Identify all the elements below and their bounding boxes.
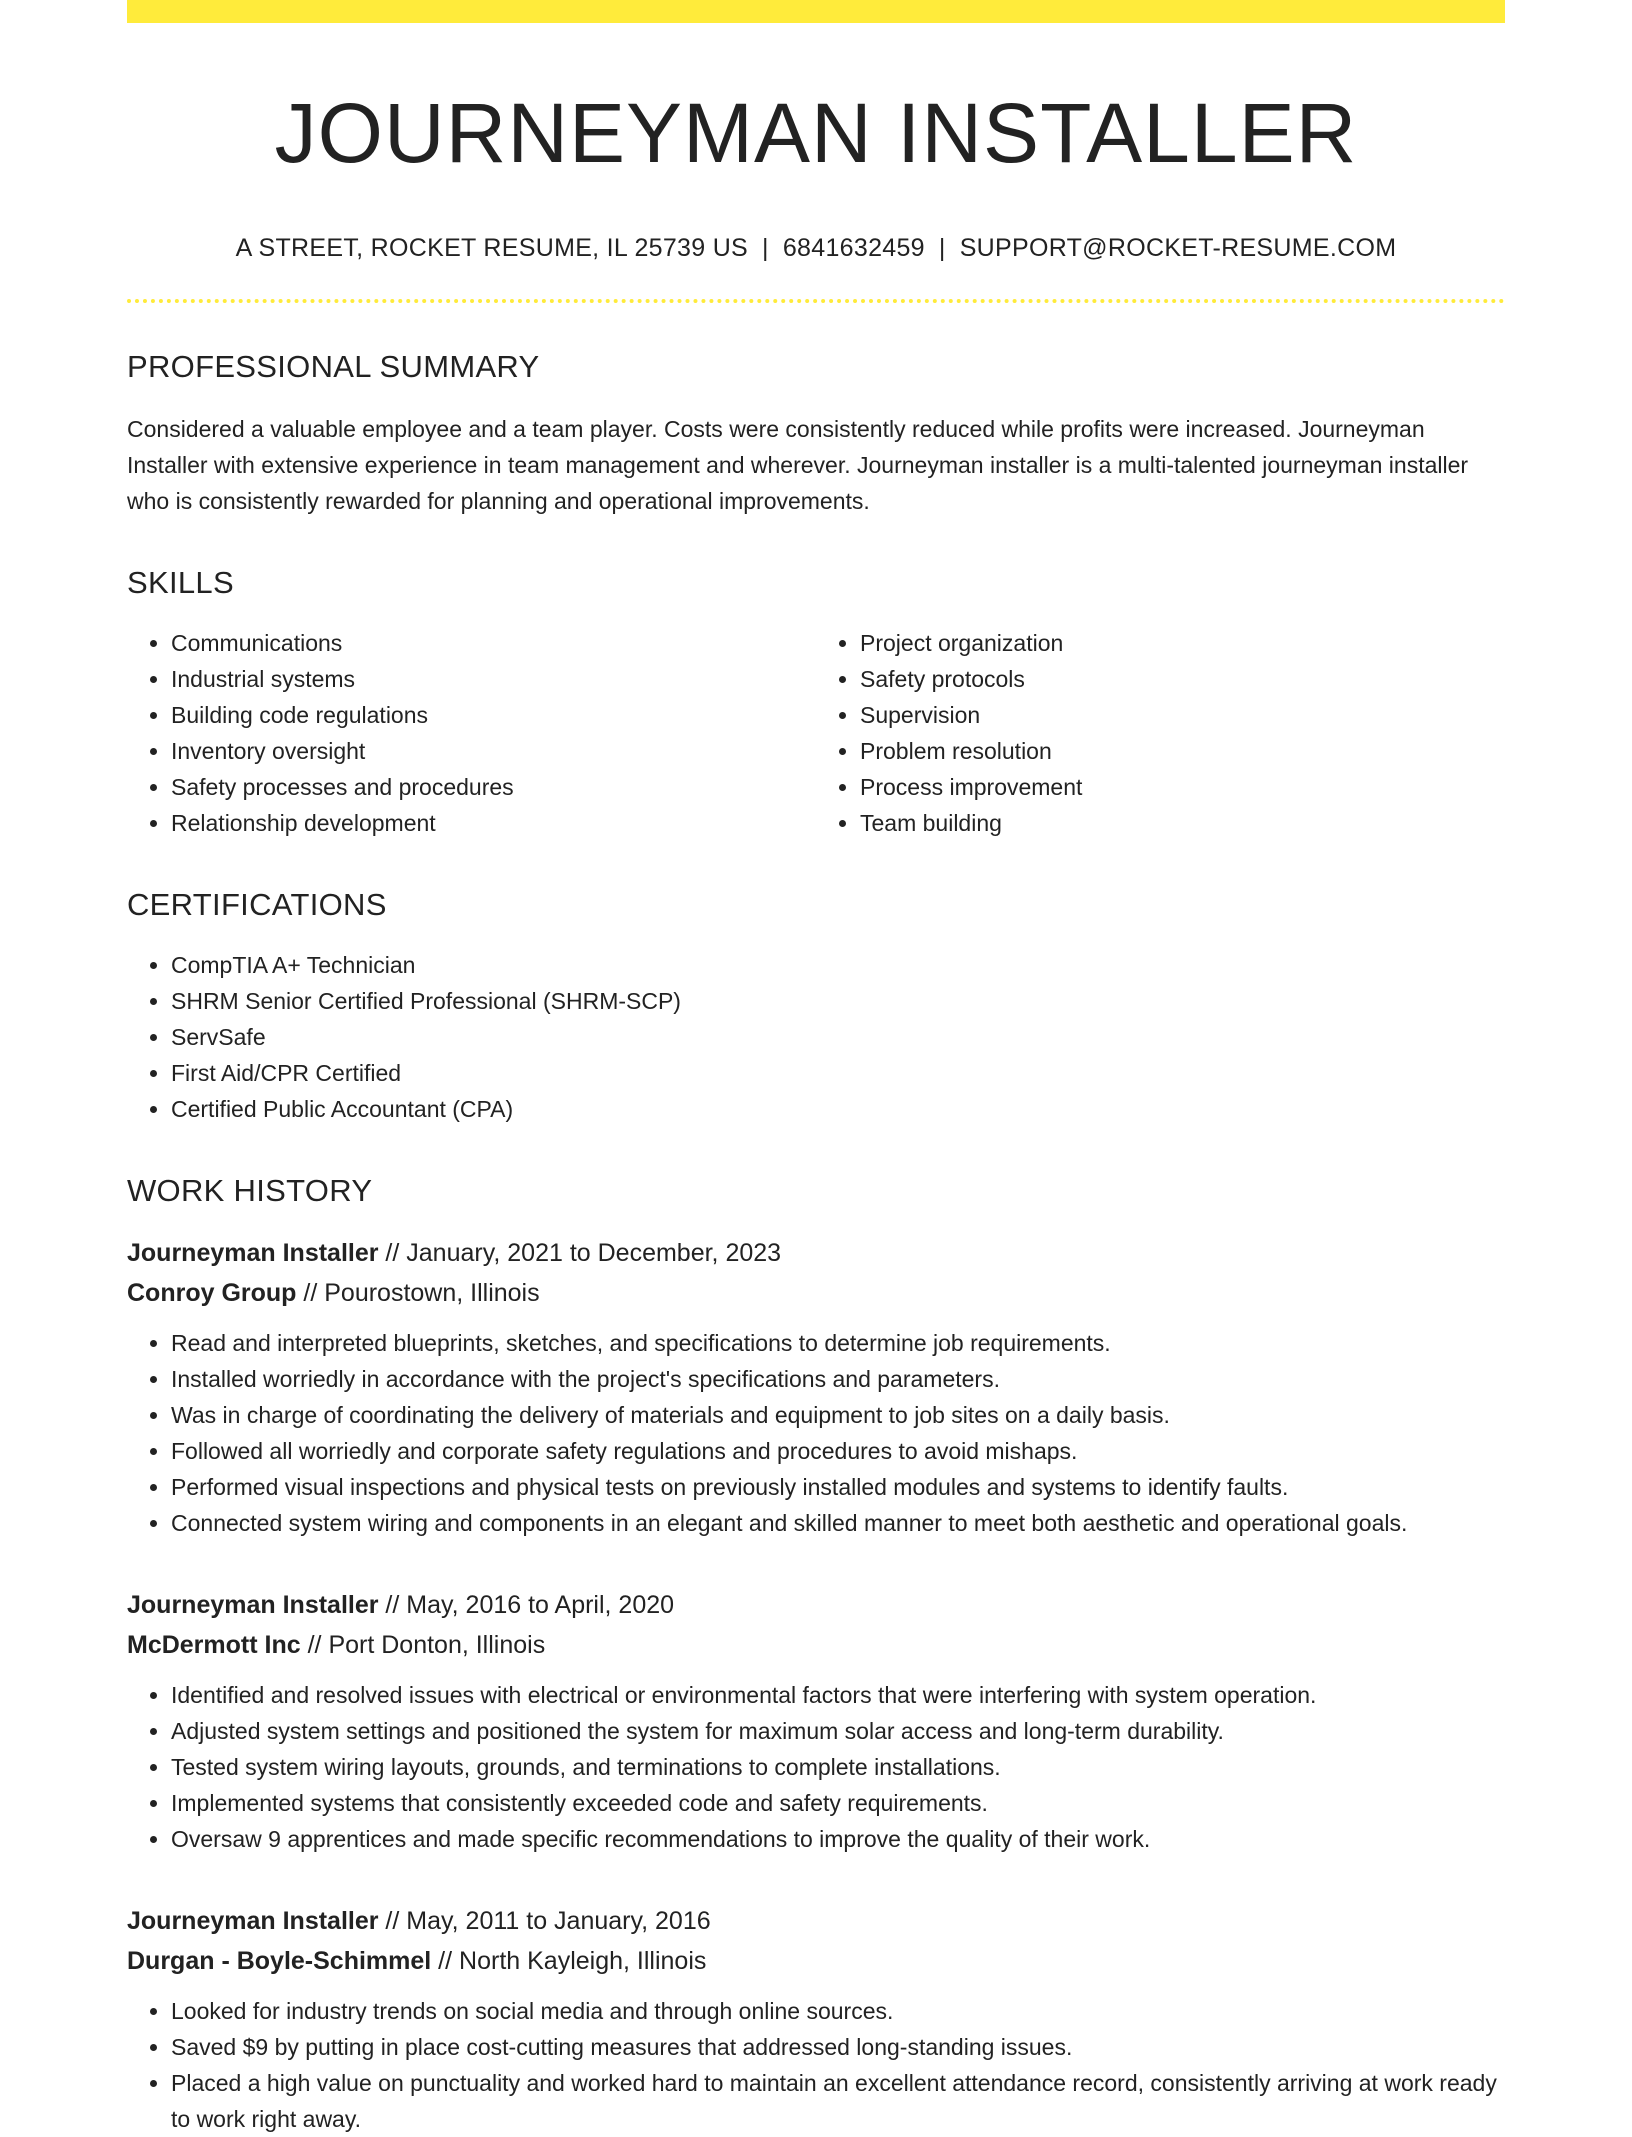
job-separator: //	[431, 1946, 460, 1975]
job-title-line	[127, 1585, 1505, 1625]
job-dates: May, 2011 to January, 2016	[406, 1906, 711, 1935]
work-history-heading: WORK HISTORY	[127, 1172, 373, 1208]
contact-separator: |	[762, 233, 769, 262]
certification-item: • SHRM Senior Certified Professional (SHRM-SCP)	[171, 983, 1505, 1019]
job-entry	[127, 1901, 1505, 2137]
summary-text: Considered a valuable employee and a team player. Costs were consistently reduced while profits were increased. Journeyman Installer with extensive experience in team management and wherever. Journeyman installer is a multi-talented journeyman installer who is consistently rewarded for planning and operational improvements.	[127, 415, 1469, 514]
skills-heading: SKILLS	[127, 564, 234, 600]
job-bullets	[127, 1677, 1505, 1857]
job-company-line	[127, 1625, 1505, 1665]
certifications-list	[127, 947, 1505, 1127]
job-dates: May, 2016 to April, 2020	[406, 1590, 675, 1619]
top-accent-bar	[127, 0, 1505, 23]
skill-item: • Supervision	[860, 697, 1505, 733]
job-separator: //	[378, 1590, 407, 1619]
job-entry	[127, 1233, 1505, 1541]
skill-item: • Inventory oversight	[171, 733, 816, 769]
skill-item: • Relationship development	[171, 805, 816, 841]
job-title-line	[127, 1901, 1505, 1941]
job-company-line	[127, 1941, 1505, 1981]
job-title-line	[127, 1233, 1505, 1273]
job-bullet: • Oversaw 9 apprentices and made specific recommendations to improve the quality of their work.	[171, 1821, 1505, 1857]
skill-item: • Safety processes and procedures	[171, 769, 816, 805]
job-role: Journeyman Installer	[127, 1238, 379, 1267]
contact-line	[127, 234, 1505, 263]
summary-heading: PROFESSIONAL SUMMARY	[127, 348, 540, 384]
contact-email: SUPPORT@ROCKET-RESUME.COM	[959, 233, 1397, 262]
skills-list-left	[127, 625, 816, 841]
job-bullet: • Followed all worriedly and corporate safety regulations and procedures to avoid mishaps.	[171, 1433, 1505, 1469]
skill-item: • Process improvement	[860, 769, 1505, 805]
job-company: Conroy Group	[127, 1278, 297, 1307]
certifications-heading: CERTIFICATIONS	[127, 886, 387, 922]
job-location: Pourostown, Illinois	[324, 1278, 540, 1307]
skill-item: • Problem resolution	[860, 733, 1505, 769]
job-bullet: • Read and interpreted blueprints, sketches, and specifications to determine job requirements.	[171, 1325, 1505, 1361]
contact-separator: |	[938, 233, 946, 262]
job-entry	[127, 1585, 1505, 1857]
certification-item: • Certified Public Accountant (CPA)	[171, 1091, 1505, 1127]
job-separator: //	[378, 1906, 407, 1935]
job-company: Durgan - Boyle-Schimmel	[127, 1946, 432, 1975]
skill-item: • Project organization	[860, 625, 1505, 661]
skill-item: • Team building	[860, 805, 1505, 841]
skill-item: • Building code regulations	[171, 697, 816, 733]
job-separator: //	[378, 1238, 407, 1267]
certification-item: • ServSafe	[171, 1019, 1505, 1055]
job-bullet: • Identified and resolved issues with electrical or environmental factors that were interfering with system operation.	[171, 1677, 1505, 1713]
job-dates: January, 2021 to December, 2023	[406, 1238, 782, 1267]
certification-item: • First Aid/CPR Certified	[171, 1055, 1505, 1091]
job-role: Journeyman Installer	[127, 1906, 379, 1935]
job-bullets	[127, 1325, 1505, 1541]
job-bullets	[127, 1993, 1505, 2137]
job-bullet: • Adjusted system settings and positioned the system for maximum solar access and long-term durability.	[171, 1713, 1505, 1749]
job-location: North Kayleigh, Illinois	[459, 1946, 707, 1975]
contact-phone: 6841632459	[782, 233, 925, 262]
skill-item: • Safety protocols	[860, 661, 1505, 697]
skills-columns	[127, 625, 1505, 841]
contact-address: A STREET, ROCKET RESUME, IL 25739 US	[235, 233, 749, 262]
resume-name: JOURNEYMAN INSTALLER	[274, 86, 1358, 180]
job-bullet: • Installed worriedly in accordance with the project's specifications and parameters.	[171, 1361, 1505, 1397]
job-bullet: • Placed a high value on punctuality and worked hard to maintain an excellent attendance record, consistently arriving at work ready to work right away.	[171, 2065, 1505, 2137]
job-bullet: • Connected system wiring and components in an elegant and skilled manner to meet both aesthetic and operational goals.	[171, 1505, 1505, 1541]
dotted-divider	[127, 299, 1505, 303]
skill-item: • Communications	[171, 625, 816, 661]
job-company: McDermott Inc	[127, 1630, 301, 1659]
skill-item: • Industrial systems	[171, 661, 816, 697]
job-separator: //	[300, 1630, 329, 1659]
resume-page	[127, 0, 1505, 2137]
job-bullet: • Looked for industry trends on social media and through online sources.	[171, 1993, 1505, 2029]
skills-list-right	[816, 625, 1505, 841]
job-location: Port Donton, Illinois	[328, 1630, 546, 1659]
job-bullet: • Was in charge of coordinating the delivery of materials and equipment to job sites on a daily basis.	[171, 1397, 1505, 1433]
job-role: Journeyman Installer	[127, 1590, 379, 1619]
job-separator: //	[296, 1278, 325, 1307]
job-bullet: • Implemented systems that consistently exceeded code and safety requirements.	[171, 1785, 1505, 1821]
job-bullet: • Saved $9 by putting in place cost-cutting measures that addressed long-standing issues.	[171, 2029, 1505, 2065]
certification-item: • CompTIA A+ Technician	[171, 947, 1505, 983]
job-bullet: • Tested system wiring layouts, grounds, and terminations to complete installations.	[171, 1749, 1505, 1785]
job-bullet: • Performed visual inspections and physical tests on previously installed modules and systems to identify faults.	[171, 1469, 1505, 1505]
job-company-line	[127, 1273, 1505, 1313]
